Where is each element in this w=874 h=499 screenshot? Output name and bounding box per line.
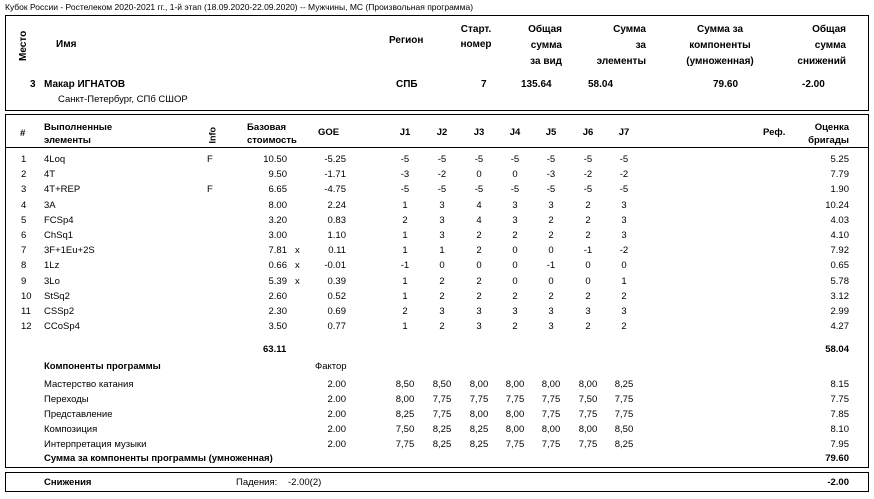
element-panel-score: 7.79: [830, 169, 849, 181]
element-judge-score: 2: [512, 321, 518, 333]
element-judge-score: -5: [546, 184, 556, 196]
element-judge-score: 3: [548, 199, 554, 211]
element-goe: 1.10: [327, 230, 346, 241]
component-judge-score: 7,75: [395, 438, 415, 450]
element-panel-score: 2.99: [830, 306, 849, 317]
element-judge-score: 2: [621, 321, 627, 333]
element-panel-score: 0.65: [830, 260, 849, 272]
component-judge-score: 8,25: [469, 438, 489, 450]
element-judge-score: 1: [402, 245, 408, 257]
element-judge-score: 3: [512, 199, 518, 211]
element-judge-score: 2: [585, 290, 591, 302]
element-base: 2.60: [268, 290, 287, 302]
element-judge-score: -3: [546, 169, 556, 181]
deductions-total: -2.00: [827, 477, 849, 488]
element-number: 4: [21, 199, 27, 211]
element-judge-score: 2: [512, 290, 518, 302]
skater-place: 3: [30, 79, 36, 90]
element-code: 4T: [44, 169, 56, 181]
element-judge-score: 0: [548, 275, 554, 287]
component-judge-score: 8,00: [469, 379, 489, 390]
deductions-label: Снижения: [44, 477, 92, 488]
component-name: Переходы: [44, 393, 89, 405]
falls-value: -2.00(2): [288, 477, 322, 488]
element-code: CCoSp4: [44, 321, 80, 333]
element-number: 5: [21, 214, 27, 226]
judge-header: J1: [399, 127, 411, 138]
executed-header: Выполненные элементы: [44, 122, 113, 146]
element-judge-score: 0: [476, 260, 482, 272]
judge-header: J7: [618, 127, 630, 138]
element-judge-score: -3: [400, 169, 410, 181]
element-goe: 0.69: [327, 306, 346, 317]
component-judge-score: 8,00: [469, 408, 489, 420]
element-panel-score: 4.27: [830, 321, 849, 333]
element-base: 3.50: [268, 321, 287, 333]
element-number: 2: [21, 169, 27, 181]
component-judge-score: 8,00: [541, 379, 561, 390]
element-judge-score: 3: [585, 306, 591, 317]
element-base: 10.50: [263, 154, 287, 165]
element-number: 11: [21, 306, 31, 317]
element-judge-score: 2: [548, 230, 554, 241]
skater-components: 79.60: [713, 79, 739, 90]
element-judge-score: 0: [585, 260, 591, 272]
element-judge-score: -2: [619, 245, 629, 257]
element-base: 7.81: [268, 245, 287, 257]
judge-header: J2: [436, 127, 448, 138]
component-judge-score: 7,75: [505, 393, 525, 405]
element-panel-score: 5.25: [830, 154, 849, 165]
element-judge-score: 3: [548, 321, 554, 333]
element-goe: -0.01: [324, 260, 346, 272]
element-base: 3.00: [268, 230, 287, 241]
component-judge-score: 8,25: [432, 423, 452, 435]
component-judge-score: 8,50: [614, 423, 634, 435]
component-judge-score: 8,00: [578, 379, 598, 390]
element-judge-score: 3: [476, 306, 482, 317]
element-goe: 0.83: [327, 214, 346, 226]
element-judge-score: 3: [439, 306, 445, 317]
element-panel-score: 1.90: [830, 184, 849, 196]
element-code: ChSq1: [44, 230, 74, 241]
info-header: Info: [207, 127, 218, 144]
element-number: 6: [21, 230, 27, 241]
name-header: Имя: [56, 39, 77, 50]
element-judge-score: 2: [439, 321, 445, 333]
element-judge-score: 3: [512, 306, 518, 317]
element-judge-score: 1: [402, 290, 408, 302]
element-judge-score: -5: [400, 154, 410, 165]
element-judge-score: 2: [439, 275, 445, 287]
element-judge-score: 0: [621, 260, 627, 272]
skater-deductions: -2.00: [802, 79, 825, 90]
element-judge-score: -5: [619, 154, 629, 165]
element-bonus-mark: x: [295, 275, 300, 287]
element-judge-score: 2: [476, 290, 482, 302]
event-title: Кубок России - Ростелеком 2020-2021 гг., 1-й этап (18.09.2020-22.09.2020) -- Мужчины, МС (Произвольная программа): [5, 2, 474, 12]
element-number: 10: [21, 290, 32, 302]
element-judge-score: 2: [548, 290, 554, 302]
element-judge-score: 4: [476, 214, 482, 226]
total-score-header: Общая сумма за вид: [528, 24, 562, 67]
element-code: 4T+REP: [44, 184, 81, 196]
component-name: Представление: [44, 408, 113, 420]
element-judge-score: -2: [583, 169, 593, 181]
component-score: 7.75: [830, 393, 849, 405]
element-judge-score: 0: [548, 245, 554, 257]
skater-start-no: 7: [481, 79, 487, 90]
element-judge-score: 2: [621, 290, 627, 302]
component-factor: 2.00: [327, 393, 346, 405]
element-goe: -4.75: [324, 184, 346, 196]
element-judge-score: -1: [400, 260, 410, 272]
element-goe: -5.25: [324, 154, 346, 165]
element-judge-score: 2: [585, 321, 591, 333]
element-goe: 0.11: [328, 245, 346, 257]
element-code: 3F+1Eu+2S: [44, 245, 95, 257]
element-panel-score: 4.03: [830, 214, 849, 226]
falls-label: Падения:: [236, 477, 278, 488]
element-goe: -1.71: [324, 169, 346, 181]
element-info: F: [207, 154, 213, 165]
deductions-header: Общая сумма снижений: [797, 24, 846, 67]
element-judge-score: -5: [400, 184, 410, 196]
skater-club: Санкт-Петербург, СПб СШОР: [58, 94, 188, 105]
element-number: 8: [21, 260, 27, 272]
component-score: 8.10: [830, 423, 849, 435]
element-code: 4Loq: [44, 154, 66, 165]
component-judge-score: 7,75: [578, 438, 598, 450]
elements-total: 58.04: [825, 344, 849, 355]
element-code: 3Lo: [44, 275, 60, 287]
element-judge-score: 3: [439, 230, 445, 241]
element-base: 9.50: [268, 169, 287, 181]
component-judge-score: 7,50: [395, 423, 415, 435]
element-judge-score: 2: [402, 306, 408, 317]
element-judge-score: -5: [583, 154, 593, 165]
element-judge-score: 3: [512, 214, 518, 226]
element-judge-score: 2: [476, 275, 482, 287]
element-judge-score: 3: [439, 214, 445, 226]
component-judge-score: 8,25: [614, 379, 634, 390]
components-sum-label: Сумма за компоненты программы (умноженная): [44, 453, 273, 464]
judge-header: J6: [582, 127, 594, 138]
element-panel-score: 10.24: [825, 199, 849, 211]
element-judge-score: -5: [510, 154, 520, 165]
panel-score-header: Оценка бригады: [808, 122, 849, 146]
element-judge-score: -5: [437, 154, 447, 165]
element-judge-score: 0: [512, 260, 518, 272]
element-judge-score: -1: [583, 245, 593, 257]
start-no-header: Старт. номер: [460, 24, 492, 50]
element-panel-score: 5.78: [830, 275, 849, 287]
element-judge-score: -2: [437, 169, 447, 181]
judge-header: J5: [545, 127, 557, 138]
num-header: #: [20, 128, 26, 139]
element-number: 3: [21, 184, 27, 196]
component-judge-score: 8,25: [614, 438, 634, 450]
component-factor: 2.00: [327, 438, 346, 450]
element-judge-score: 0: [512, 169, 518, 181]
component-name: Мастерство катания: [44, 379, 134, 390]
component-judge-score: 8,00: [395, 393, 415, 405]
element-judge-score: -5: [474, 154, 484, 165]
ref-header: Реф.: [763, 127, 786, 138]
element-judge-score: 2: [476, 245, 482, 257]
element-panel-score: 3.12: [830, 290, 849, 302]
element-judge-score: 3: [548, 306, 554, 317]
components-title: Компоненты программы: [44, 361, 161, 372]
element-number: 1: [21, 154, 27, 165]
element-base: 2.30: [268, 306, 287, 317]
component-judge-score: 7,75: [541, 408, 561, 420]
element-judge-score: -5: [583, 184, 593, 196]
element-judge-score: 3: [621, 214, 627, 226]
element-number: 9: [21, 275, 27, 287]
element-judge-score: 3: [621, 230, 627, 241]
component-judge-score: 7,75: [505, 438, 525, 450]
component-judge-score: 7,75: [541, 438, 561, 450]
element-judge-score: 1: [402, 275, 408, 287]
base-header: Базовая стоимость: [247, 122, 297, 146]
element-panel-score: 4.10: [830, 230, 849, 241]
element-judge-score: -5: [619, 184, 629, 196]
element-code: 1Lz: [44, 260, 60, 272]
element-judge-score: 0: [585, 275, 591, 287]
component-judge-score: 8,00: [505, 423, 525, 435]
element-judge-score: 1: [621, 275, 627, 287]
component-judge-score: 8,50: [395, 379, 415, 390]
element-judge-score: 0: [439, 260, 445, 272]
element-number: 12: [21, 321, 32, 333]
element-bonus-mark: x: [295, 260, 300, 272]
component-judge-score: 8,25: [432, 438, 452, 450]
element-judge-score: 2: [439, 290, 445, 302]
element-judge-score: 4: [476, 199, 482, 211]
component-judge-score: 7,75: [578, 408, 598, 420]
element-base: 3.20: [268, 214, 287, 226]
elements-score-header: Сумма за элементы: [596, 24, 646, 67]
base-total: 63.11: [263, 344, 287, 355]
element-judge-score: -5: [546, 154, 556, 165]
skater-region: СПБ: [396, 79, 418, 90]
elements-header-divider: [6, 147, 868, 148]
judge-header: J3: [473, 127, 485, 138]
component-score: 7.85: [830, 408, 849, 420]
component-score: 8.15: [830, 379, 849, 390]
element-bonus-mark: x: [295, 245, 300, 257]
component-judge-score: 7,75: [614, 408, 634, 420]
element-code: CSSp2: [44, 306, 75, 317]
component-judge-score: 7,75: [432, 393, 452, 405]
element-info: F: [207, 184, 213, 196]
component-judge-score: 8,00: [578, 423, 598, 435]
component-judge-score: 7,75: [614, 393, 634, 405]
element-judge-score: -5: [437, 184, 447, 196]
component-judge-score: 8,50: [432, 379, 452, 390]
element-judge-score: -5: [510, 184, 520, 196]
element-judge-score: -5: [474, 184, 484, 196]
element-goe: 2.24: [327, 199, 346, 211]
component-factor: 2.00: [327, 423, 346, 435]
element-goe: 0.52: [327, 290, 346, 302]
component-judge-score: 8,25: [469, 423, 489, 435]
element-judge-score: 1: [402, 199, 408, 211]
element-judge-score: 2: [585, 230, 591, 241]
skater-elements: 58.04: [588, 79, 614, 90]
element-number: 7: [21, 245, 27, 257]
skater-name: Макар ИГНАТОВ: [44, 79, 126, 90]
judge-header: J4: [509, 127, 521, 138]
element-judge-score: 2: [585, 199, 591, 211]
element-goe: 0.77: [327, 321, 346, 333]
component-judge-score: 7,50: [578, 393, 598, 405]
element-judge-score: 0: [512, 275, 518, 287]
component-judge-score: 8,00: [541, 423, 561, 435]
component-score: 7.95: [830, 438, 849, 450]
components-score-header: Сумма за компоненты (умноженная): [686, 24, 754, 67]
element-code: FCSp4: [44, 214, 74, 226]
element-judge-score: 2: [402, 214, 408, 226]
element-judge-score: 2: [585, 214, 591, 226]
component-judge-score: 7,75: [432, 408, 452, 420]
element-judge-score: -1: [546, 260, 556, 272]
element-base: 0.66: [268, 260, 287, 272]
element-code: 3A: [44, 199, 56, 211]
component-judge-score: 7,75: [541, 393, 561, 405]
element-panel-score: 7.92: [830, 245, 849, 257]
region-header: Регион: [389, 35, 424, 46]
component-judge-score: 8,00: [505, 379, 525, 390]
component-factor: 2.00: [327, 408, 346, 420]
component-judge-score: 8,25: [395, 408, 415, 420]
element-judge-score: 2: [548, 214, 554, 226]
element-judge-score: 2: [512, 230, 518, 241]
goe-header: GOE: [318, 127, 340, 138]
components-sum: 79.60: [825, 453, 849, 464]
component-name: Интерпретация музыки: [44, 438, 147, 450]
component-judge-score: 7,75: [469, 393, 489, 405]
element-code: StSq2: [44, 290, 70, 302]
element-judge-score: -2: [619, 169, 629, 181]
element-judge-score: 1: [402, 321, 408, 333]
element-judge-score: 0: [476, 169, 482, 181]
component-factor: 2.00: [327, 379, 346, 390]
element-judge-score: 3: [476, 321, 482, 333]
place-header: Место: [18, 30, 29, 61]
element-judge-score: 3: [621, 199, 627, 211]
deductions-box: [5, 472, 869, 492]
element-base: 5.39: [268, 275, 287, 287]
element-goe: 0.39: [327, 275, 346, 287]
element-base: 8.00: [268, 199, 287, 211]
element-judge-score: 0: [512, 245, 518, 257]
component-judge-score: 8,00: [505, 408, 525, 420]
component-name: Композиция: [44, 423, 98, 435]
element-judge-score: 3: [621, 306, 627, 317]
element-judge-score: 2: [476, 230, 482, 241]
element-base: 6.65: [268, 184, 287, 196]
element-judge-score: 3: [439, 199, 445, 211]
element-judge-score: 1: [439, 245, 445, 257]
skater-total: 135.64: [521, 79, 552, 90]
element-judge-score: 1: [402, 230, 408, 241]
factor-header: Фактор: [315, 361, 347, 372]
